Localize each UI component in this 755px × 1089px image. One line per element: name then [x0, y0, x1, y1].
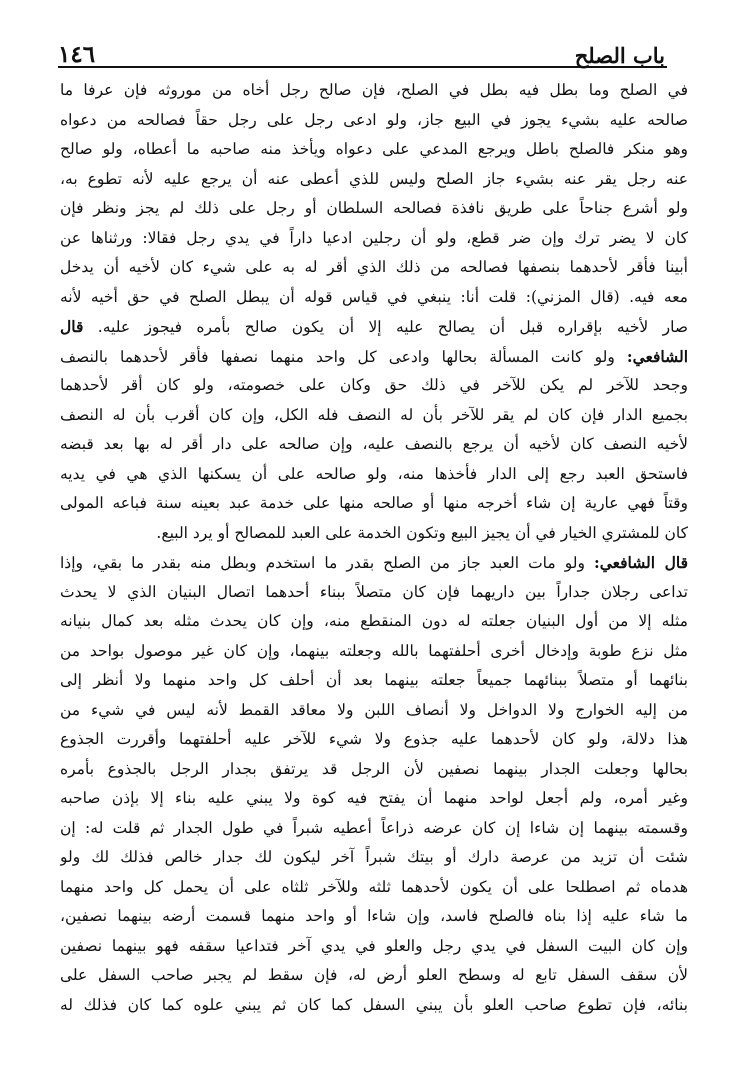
- text-segment: ما شاء عليه إذا بناه فالصلح فاسد، وإن شاءا أو واحد منهما قسمت أرضه بينهما نصفين،: [60, 907, 688, 925]
- text-line: [60, 342, 688, 372]
- text-segment: فاستحق العبد رجع إلى الدار فأخذها منه، ولو صالحه على أن يسكنها الذي هي في يديه: [60, 464, 688, 483]
- header-rule: [58, 66, 667, 68]
- speaker-label: قال: [60, 317, 84, 336]
- text-line: [60, 784, 688, 814]
- text-segment: وجحد للآخر لم يكن للآخر في ذلك حق وكان على خصومته، ولو كان أقر لأحدهما: [60, 376, 688, 394]
- text-line: [60, 194, 688, 224]
- text-line: [60, 165, 688, 195]
- text-line: [60, 991, 688, 1021]
- text-line: [60, 755, 688, 785]
- text-line: [60, 371, 688, 401]
- text-segment: كان لا يضر ترك وإن ضر قطع، ولو أن رجلين ادعيا داراً في يدي رجل فقالا: ورثناها عن: [60, 228, 688, 247]
- body-text: [60, 76, 688, 1020]
- text-segment: هذا دلالة، ولو كان لأحدهما عليه جذوع ولا شيء للآخر عليه أحلفتهما وأقررت الجذوع: [60, 730, 688, 748]
- text-segment: لأخيه النصف كان لأخيه أن يرجع بالنصف عليه، وإن صالحه على دار أقر له بها بعد قبضه: [60, 435, 688, 453]
- text-line: [60, 106, 688, 136]
- text-segment: صالحه عليه بشيء يجوز في البيع جاز، ولو ادعى رجل على رجل حقاً فصالحه من دعواه: [60, 110, 688, 129]
- text-line: [60, 902, 688, 932]
- text-segment: مثله إلا من أول البنيان جعلته له دون المنقطع منه، وإن كان يحدث مثله بعد كمال بنيانه: [60, 612, 688, 630]
- text-segment: وإن كان البيت السفل في يدي رجل والعلو في يدي آخر فتداعيا سقفه فهو بينهما نصفين: [60, 936, 688, 955]
- text-line: [60, 961, 688, 991]
- text-line: [60, 666, 688, 696]
- text-segment: بنائه، فإن تطوع صاحب العلو بأن يبني السفل كما كان ثم يبني علوه كما كان فذلك له: [60, 995, 688, 1014]
- text-line: [60, 253, 688, 283]
- text-line: [60, 224, 688, 254]
- text-segment: وقسمته بينهما إن شاءا إن كان عرضه ذراعاً أعطيه شبراً في طول الجدار ثم قلت له: إن: [60, 818, 688, 837]
- text-line: [60, 607, 688, 637]
- text-segment: صار لأخيه بإقراره قبل أن يصالح عليه إلا أن يكون صالح بأمره فيجوز عليه.: [83, 318, 688, 336]
- text-segment: ولو كانت المسألة بحالها وادعى كل واحد منهما نصفها فأقر لأحدهما بالنصف: [60, 347, 627, 366]
- text-line: [60, 489, 688, 519]
- page-header: [58, 26, 665, 66]
- text-segment: معه فيه. (قال المزني): قلت أنا: ينبغي في قياس قوله أن يبطل الصلح في حق أخيه لأنه: [60, 287, 688, 306]
- text-line: [60, 519, 688, 549]
- text-segment: وهو منكر فالصلح باطل ويرجع المدعي على دعواه ويأخذ منه صاحبه ما أعطاه، ولو صالح: [60, 140, 688, 158]
- text-segment: وغير أمره، ولم أجعل لواحد منهما أن يفتح فيه كوة ولا يبني عليه بناء إلا بإذن صاحبه: [60, 789, 688, 807]
- text-line: [60, 725, 688, 755]
- text-line: [60, 932, 688, 962]
- text-segment: عنه رجل يقر عنه بشيء جاز الصلح وليس للذي أعطى عنه أن يرجع عليه لأنه تطوع به،: [60, 169, 688, 188]
- text-line: [60, 430, 688, 460]
- text-line: [60, 578, 688, 608]
- text-line: [60, 460, 688, 490]
- page-number: ١٤٦: [58, 41, 96, 68]
- text-segment: ولو مات العبد جاز من الصلح بقدر ما استخدم وبطل منه بقدر ما بقي، وإذا: [60, 554, 594, 572]
- text-segment: بجميع الدار فإن كان لم يقر للآخر بأن له النصف فله الكل، وإن كان أقرب بأن له النصف: [60, 405, 688, 424]
- text-line: [60, 401, 688, 431]
- text-line: [60, 814, 688, 844]
- text-line: [60, 843, 688, 873]
- text-line: [60, 873, 688, 903]
- text-segment: هدماه ثم اصطلحا على أن يكون لأحدهما ثلثه وللآخر ثلثاه على أن يحمل كل واحد منهما: [60, 877, 688, 896]
- speaker-label: قال الشافعي:: [593, 553, 688, 572]
- text-segment: مثل نزع طوبة وإدخال أخرى أحلفتهما بالله وجعلته بينهما، وإن كان غير موصول بواحد من: [60, 641, 688, 660]
- text-line: [60, 548, 688, 578]
- speaker-label: الشافعي:: [626, 346, 688, 366]
- text-segment: ولو أشرع جناحاً على طريق نافذة فصالحه السلطان أو رجل على ذلك لم يجز ونظر فإن: [60, 199, 688, 217]
- text-segment: كان للمشتري الخيار في أن يجيز البيع وتكون الخدمة على العبد للمصالح أو يرد البيع.: [156, 523, 688, 542]
- text-line: [60, 76, 688, 106]
- text-line: [60, 637, 688, 667]
- text-segment: في الصلح وما بطل فيه بطل في الصلح، فإن صالح رجل أخاه من موروثه فإن عرفا ما: [60, 81, 688, 99]
- text-line: [60, 696, 688, 726]
- text-segment: وقتاً فهي عارية إن شاء أخرجه منها أو صالحه منها على خدمة عبد بعينه سنة فباعه المولى: [60, 494, 688, 512]
- text-line: [60, 135, 688, 165]
- text-segment: تداعى رجلان جداراً بين داريهما فإن كان متصلاً ببناء أحدهما اتصال البنيان الذي لا يحدث: [60, 582, 688, 601]
- text-segment: لأن سقف السفل تابع له وسطح العلو أرض له، فإن سقط لم يجبر صاحب السفل على: [60, 966, 688, 984]
- text-segment: شئت أن تزيد من عرصة دارك أو بيتك شبراً آخر ليكون لك جدار خالص فذلك لك ولو: [60, 848, 688, 866]
- text-line: [60, 283, 688, 313]
- text-line: [60, 312, 688, 342]
- text-segment: بنائهما أو متصلاً ببنائهما جميعاً جعلته بينهما بعد أن أحلف كل واحد منهما ولا أنظر إلى: [60, 671, 688, 689]
- chapter-title: باب الصلح: [574, 43, 665, 68]
- text-segment: بحالها وجعلت الجدار بينهما نصفين لأن الرجل قد يرتفق بجدار الرجل بالجذوع بأمره: [60, 759, 688, 778]
- text-segment: أبينا فأقر لأحدهما بنصفها فصالحه من ذلك الذي أقر له به على شيء كان لأخيه أن يدخل: [60, 258, 688, 276]
- text-segment: من إليه الخوارج ولا الدواخل ولا أنصاف اللبن ولا معاقد القمط لأنه ليس في شيء من: [60, 700, 688, 719]
